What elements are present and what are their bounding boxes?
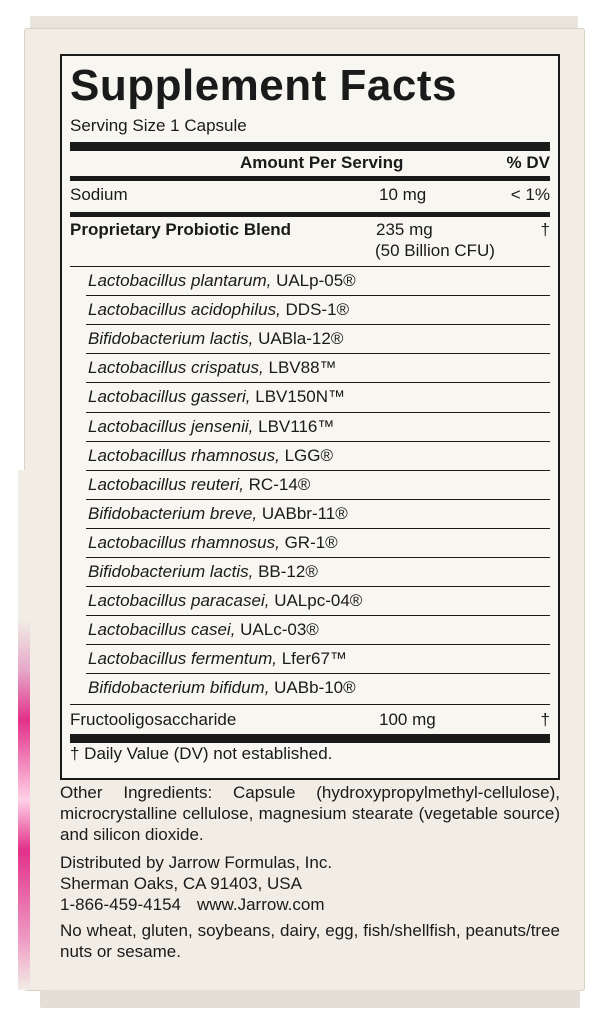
nutrient-row-fos	[70, 706, 550, 734]
fos-amount: 100 mg	[379, 710, 436, 729]
allergen-statement: No wheat, gluten, soybeans, dairy, egg, fish/shellfish, peanuts/tree nuts or sesame.	[60, 921, 560, 961]
strain-divider	[70, 266, 550, 267]
strain-designation: UABbr-11®	[261, 503, 348, 523]
strain-divider	[86, 324, 550, 325]
strain-species: Lactobacillus casei,	[88, 620, 236, 640]
distributor-info	[60, 852, 332, 915]
blend-amount: 235 mg	[376, 220, 433, 239]
strain-species: Lactobacillus reuteri,	[88, 474, 244, 494]
strain-divider	[86, 382, 550, 383]
nutrient-row-sodium	[70, 181, 550, 209]
strain-designation: Lfer67™	[281, 649, 347, 669]
header-amount-per-serving: Amount Per Serving	[240, 153, 404, 172]
fos-name: Fructooligosaccharide	[70, 710, 237, 729]
strain-designation: BB-12®	[258, 562, 318, 581]
panel-title: Supplement Facts	[70, 61, 457, 110]
strain-divider	[86, 557, 550, 558]
strain-row	[88, 504, 348, 524]
rule-thick-bottom	[70, 734, 550, 743]
strain-species: Lactobacillus acidophilus,	[88, 300, 281, 320]
strain-designation: UALp-05®	[276, 271, 356, 290]
strain-species: Bifidobacterium lactis,	[88, 329, 254, 349]
nutrient-dv: < 1%	[510, 185, 550, 204]
strain-designation: LBV150N™	[255, 387, 346, 407]
strain-divider	[86, 528, 550, 529]
strain-species: Lactobacillus fermentum,	[88, 649, 277, 669]
rule-after-strains	[70, 704, 550, 705]
strain-divider	[86, 499, 550, 500]
distributor-website: www.Jarrow.com	[196, 895, 325, 914]
box-bottom-edge	[40, 990, 580, 1008]
distributor-address: Sherman Oaks, CA 91403, USA	[60, 874, 302, 893]
strain-row	[88, 562, 318, 582]
strain-species: Lactobacillus jensenii,	[88, 416, 254, 436]
strain-row	[88, 417, 334, 437]
strain-designation: LBV116™	[258, 416, 335, 436]
strain-row	[88, 591, 362, 611]
box-side-color-strip	[18, 470, 30, 990]
strain-designation: GR-1®	[284, 532, 338, 552]
strain-designation: UALc-03®	[240, 620, 319, 640]
rule-thick-top	[70, 142, 550, 151]
fos-dv: †	[540, 710, 550, 729]
strain-designation: UALpc-04®	[274, 591, 363, 611]
supplement-facts-panel	[60, 54, 560, 780]
strain-row	[88, 271, 356, 291]
strain-species: Lactobacillus rhamnosus,	[88, 532, 280, 552]
strain-species: Bifidobacterium lactis,	[88, 562, 254, 581]
strain-divider	[86, 412, 550, 413]
strain-divider	[86, 615, 550, 616]
blend-cfu: (50 Billion CFU)	[375, 241, 495, 260]
strain-row	[88, 300, 349, 320]
strain-row	[88, 678, 356, 698]
strain-row	[88, 620, 319, 640]
strain-divider	[86, 586, 550, 587]
strain-row	[88, 446, 333, 466]
strain-designation: DDS-1®	[285, 300, 350, 320]
strain-divider	[86, 470, 550, 471]
nutrient-name: Sodium	[70, 185, 128, 204]
strain-species: Lactobacillus rhamnosus,	[88, 445, 280, 465]
blend-dv: †	[540, 220, 550, 239]
strain-divider	[86, 673, 550, 674]
strain-species: Lactobacillus plantarum,	[88, 271, 272, 290]
strain-row	[88, 649, 347, 669]
strain-species: Lactobacillus gasseri,	[88, 387, 251, 407]
serving-size: Serving Size 1 Capsule	[70, 116, 247, 135]
strain-designation: RC-14®	[248, 474, 311, 494]
header-daily-value: % DV	[506, 153, 550, 172]
other-ingredients: Other Ingredients: Capsule (hydroxypropylmethyl-cellulose), microcrystalline cellulose, magnesium stearate (vegetable source) and silicon dioxide.	[60, 783, 560, 844]
strain-species: Bifidobacterium bifidum,	[88, 678, 270, 698]
strain-species: Lactobacillus crispatus,	[88, 358, 264, 378]
strain-row	[88, 475, 310, 495]
strain-designation: UABb-10®	[274, 678, 356, 698]
strain-divider	[86, 644, 550, 645]
distributor-phone: 1-866-459-4154	[60, 895, 181, 914]
strain-row	[88, 387, 345, 407]
nutrient-row-probiotic-blend	[70, 216, 550, 244]
strain-row	[88, 329, 343, 349]
distributor-name: Distributed by Jarrow Formulas, Inc.	[60, 853, 333, 872]
strain-species: Lactobacillus paracasei,	[88, 591, 270, 611]
dv-footnote: † Daily Value (DV) not established.	[70, 744, 333, 763]
distributor-contact	[60, 894, 332, 915]
blend-name: Proprietary Probiotic Blend	[70, 220, 292, 239]
strain-divider	[86, 295, 550, 296]
strain-divider	[86, 441, 550, 442]
strain-species: Bifidobacterium breve,	[88, 503, 258, 523]
strain-designation: LBV88™	[268, 358, 337, 378]
strain-row	[88, 358, 337, 378]
strain-designation: LGG®	[284, 445, 333, 465]
nutrient-amount: 10 mg	[379, 185, 427, 204]
strain-divider	[86, 353, 550, 354]
strain-designation: UABla-12®	[258, 329, 344, 349]
strain-row	[88, 533, 338, 553]
